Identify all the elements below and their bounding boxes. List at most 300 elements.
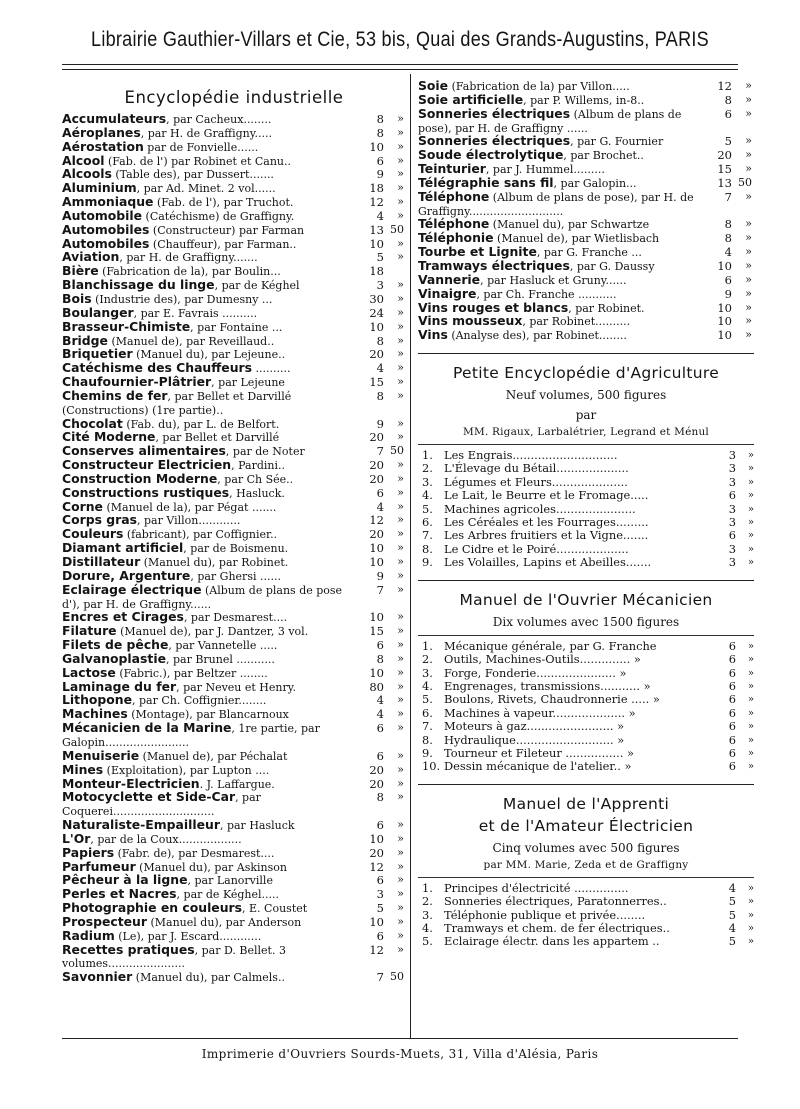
entry-price-francs: 10: [369, 319, 384, 334]
entry-details: (fabricant), par Coffignier..: [123, 528, 278, 542]
entry-price-francs: 4: [376, 499, 384, 514]
entry-price-cents: »: [397, 333, 404, 347]
catalog-entry: [62, 138, 406, 155]
volume-price-cents: »: [747, 694, 754, 706]
electricien-authors: par MM. Marie, Zeda et de Graffigny: [483, 858, 689, 871]
entry-price-cents: »: [745, 79, 752, 92]
entry-title: Conserves alimentaires: [62, 443, 226, 459]
volume-item: [418, 707, 754, 720]
volume-title: Les Engrais.............................: [444, 448, 618, 463]
entry-details: , par de la Coux..................: [90, 832, 242, 846]
volume-price-francs: 3: [728, 474, 736, 489]
volume-price-francs: 5: [728, 907, 736, 922]
volume-title: Forge, Fonderie...................... »: [444, 665, 627, 680]
volume-item: [418, 909, 754, 922]
entry-details: (Manuel du), par Askinson: [135, 860, 287, 874]
entry-price-francs: 30: [369, 291, 384, 306]
entry-price-cents: »: [745, 217, 752, 231]
volume-title: Légumes et Fleurs.....................: [444, 474, 628, 489]
volume-price-cents: »: [747, 667, 754, 679]
volume-price-francs: 3: [728, 555, 736, 570]
entry-price-francs: 12: [717, 79, 732, 93]
entry-title: Téléphone: [418, 216, 490, 232]
volume-title: Les Arbres fruitiers et la Vigne.......: [444, 528, 649, 543]
entry-details: (Manuel de), par Péchalat: [139, 749, 288, 763]
volume-item: [418, 449, 754, 462]
entry-price-cents: »: [397, 375, 404, 389]
entry-details: (Fabric.), par Beltzer ........: [115, 666, 268, 680]
entry-title: Motocyclette et Side-Car: [62, 789, 236, 805]
entry-price-cents: »: [745, 92, 752, 106]
catalog-entry: [418, 329, 754, 343]
volume-price-cents: »: [747, 680, 754, 692]
entry-details: . J. Laffargue.: [199, 777, 275, 791]
entry-details: , par Bellet et Darvillé (Constructions) (1re partie)..: [62, 389, 292, 417]
entry-price-cents: »: [397, 195, 404, 209]
entry-price-cents: »: [397, 167, 404, 181]
entry-title: Sonneries électriques: [418, 133, 571, 149]
entry-title: Laminage du fer: [62, 678, 177, 694]
mecanicien-section: [418, 580, 754, 774]
catalog-entry: [62, 279, 406, 293]
entry-price-cents: »: [397, 112, 404, 125]
entry-price-francs: 9: [376, 416, 384, 431]
volume-price-cents: »: [747, 882, 754, 894]
entry-title: Machines: [62, 706, 128, 722]
entry-details: , par E. Favrais ..........: [133, 306, 258, 320]
volume-title: Machines à vapeur.................... »: [444, 705, 636, 720]
entry-price-cents: »: [745, 134, 752, 148]
volume-item: [418, 680, 754, 693]
entry-title: Alcool: [62, 152, 105, 168]
entry-details: (Fab. de l'), par Truchot.: [153, 196, 294, 210]
agriculture-authors: MM. Rigaux, Larbalétrier, Legrand et Ménul: [463, 426, 709, 439]
volume-price-francs: 3: [728, 541, 736, 556]
volume-price-cents: »: [747, 761, 754, 773]
catalog-entry: [418, 188, 754, 219]
volume-price-cents: »: [747, 654, 754, 666]
entry-title: Vins rouges et blancs: [418, 299, 569, 315]
entry-title: Filature: [62, 623, 117, 639]
volume-number: 8.: [422, 732, 433, 747]
entry-details: (Manuel du), par Schwartze: [489, 218, 650, 232]
volume-number: 2.: [422, 461, 433, 476]
agriculture-volume-list: [418, 449, 754, 570]
volume-title: Tourneur et Fileteur ................ »: [444, 745, 634, 760]
entry-price-cents: »: [397, 721, 404, 735]
entry-title: Lithopone: [62, 692, 133, 708]
entry-details: (Manuel de), par J. Dantzer, 3 vol.: [116, 625, 309, 639]
entry-title: Boulanger: [62, 304, 134, 320]
entry-title: Distillateur: [62, 554, 141, 569]
volume-number: 8.: [422, 541, 433, 556]
volume-title: Eclairage électr. dans les appartem ..: [444, 934, 660, 949]
entry-title: Sonneries électriques: [418, 105, 571, 121]
volume-price-cents: »: [747, 490, 754, 502]
volume-number: 3.: [422, 474, 433, 489]
volume-number: 2.: [422, 894, 433, 909]
entry-details: , Hasluck.: [229, 486, 285, 500]
volume-number: 6.: [422, 705, 433, 720]
entry-details: , par Fontaine ...: [190, 320, 283, 334]
entry-price-francs: 3: [376, 887, 384, 902]
volume-number: 4.: [422, 678, 433, 693]
entry-price-cents: »: [397, 471, 404, 485]
entry-details: , par de Noter: [225, 445, 305, 459]
entry-title: Bridge: [62, 332, 108, 348]
entry-title: Pêcheur à la ligne: [62, 872, 188, 888]
entry-title: Aluminium: [62, 180, 137, 196]
entry-title: Blanchissage du linge: [62, 277, 215, 293]
entry-price-cents: »: [397, 361, 404, 375]
entry-details: (Constructeur) par Farman: [149, 223, 305, 237]
entry-details: (Manuel du), par Lejeune..: [132, 348, 286, 362]
entry-price-francs: 10: [369, 665, 384, 680]
entry-details: (Manuel du), par Calmels..: [132, 971, 285, 985]
entry-price-cents: »: [397, 831, 404, 845]
electricien-title-1: Manuel de l'Apprenti: [502, 794, 670, 813]
agriculture-subtitle: Neuf volumes, 500 figures: [505, 388, 667, 403]
entry-details: , par D. Bellet. 3 volumes......................: [62, 943, 286, 971]
entry-price-francs: 6: [376, 638, 384, 653]
entry-title: Téléphone: [418, 188, 490, 204]
entry-price-cents: »: [397, 887, 404, 901]
entry-title: Chemins de fer: [62, 387, 168, 403]
entry-price-francs: 4: [376, 707, 384, 722]
volume-title: Tramways et chem. de fer électriques..: [444, 920, 670, 935]
entry-price-cents: »: [397, 707, 404, 721]
volume-item: [418, 476, 754, 489]
entry-title: L'Or: [62, 830, 91, 846]
volume-number: 9.: [422, 555, 433, 570]
volume-price-cents: »: [747, 543, 754, 555]
entry-price-francs: 7: [376, 582, 384, 597]
entry-title: Automobiles: [62, 235, 150, 251]
entry-price-cents: »: [397, 250, 404, 264]
catalog-entry: [62, 581, 406, 612]
entry-title: Chaufournier-Plâtrier: [62, 374, 212, 390]
entry-price-cents: »: [397, 748, 404, 762]
volume-number: 3.: [422, 907, 433, 922]
entry-title: Brasseur-Chimiste: [62, 318, 191, 334]
entry-details: , par G. Daussy: [569, 259, 655, 273]
volume-price-cents: »: [747, 747, 754, 759]
volume-price-francs: 6: [728, 705, 736, 720]
entry-price-cents: »: [397, 914, 404, 928]
entry-price-francs: 20: [369, 776, 384, 791]
volume-price-francs: 6: [728, 652, 736, 667]
entry-title: Accumulateurs: [62, 111, 167, 126]
entry-price-francs: 8: [724, 217, 732, 232]
entry-price-francs: 4: [724, 245, 732, 260]
entry-price-francs: 10: [369, 610, 384, 625]
volume-number: 4.: [422, 920, 433, 935]
entry-price-francs: 20: [369, 845, 384, 860]
volume-title: Engrenages, transmissions........... »: [444, 678, 651, 693]
entry-details: , par Lejeune: [211, 376, 285, 390]
entry-price-cents: »: [397, 416, 404, 430]
entry-details: (Manuel du), par Robinet.: [140, 556, 289, 569]
volume-price-cents: »: [747, 909, 754, 921]
volume-price-cents: »: [747, 896, 754, 908]
entry-details: , Pardini..: [231, 459, 286, 473]
volume-price-francs: 6: [728, 488, 736, 503]
entry-title: Parfumeur: [62, 858, 136, 874]
electricien-section: [418, 784, 754, 949]
entry-title: Mines: [62, 761, 104, 777]
volume-number: 5.: [422, 934, 433, 949]
entry-price-francs: 13: [369, 222, 384, 237]
volume-item: [418, 529, 754, 542]
volume-price-francs: 6: [728, 692, 736, 707]
volume-item: [418, 556, 754, 569]
volume-price-cents: »: [747, 936, 754, 948]
entry-price-francs: 5: [724, 134, 732, 149]
entry-price-francs: 15: [369, 624, 384, 639]
entry-title: Vinaigre: [418, 285, 477, 301]
volume-title: Le Cidre et le Poiré....................: [444, 541, 629, 556]
entry-details: , par Ch. Coffignier........: [132, 694, 267, 708]
volume-price-francs: 6: [728, 745, 736, 760]
entry-title: Bière: [62, 263, 99, 279]
entry-price-francs: 6: [376, 928, 384, 943]
electricien-volume-list: [418, 882, 754, 949]
entry-title: Corne: [62, 498, 103, 514]
entry-price-francs: 10: [369, 831, 384, 846]
entry-price-cents: »: [397, 541, 404, 555]
entry-details: , par Cacheux........: [166, 113, 272, 126]
volume-title: Les Volailles, Lapins et Abeilles.......: [444, 555, 652, 570]
entry-details: , par H. de Graffigny.......: [119, 251, 258, 265]
entry-details: , par Ad. Minet. 2 vol......: [136, 182, 276, 196]
entry-price-francs: 6: [376, 818, 384, 833]
entry-price-cents: »: [745, 106, 752, 120]
entry-details: , par H. de Graffigny.....: [140, 126, 272, 140]
entry-title: Tourbe et Lignite: [418, 244, 537, 260]
entry-title: Prospecteur: [62, 913, 147, 929]
volume-price-cents: »: [747, 450, 754, 462]
electricien-title-2: et de l'Amateur Électricien: [478, 816, 694, 835]
entry-title: Naturaliste-Empailleur: [62, 817, 220, 833]
entry-title: Menuiserie: [62, 747, 140, 763]
volume-title: Téléphonie publique et privée........: [444, 907, 646, 922]
entry-price-francs: 20: [369, 347, 384, 362]
entry-price-francs: 10: [369, 914, 384, 929]
entry-title: Bois: [62, 290, 92, 306]
entry-price-cents: »: [397, 347, 404, 361]
entry-price-cents: »: [745, 286, 752, 300]
volume-title: Mécanique générale, par G. Franche: [444, 638, 657, 653]
entry-price-cents: »: [745, 328, 752, 342]
entry-price-francs: 10: [717, 314, 732, 329]
entry-title: Vins: [418, 327, 448, 343]
entry-price-cents: »: [397, 236, 404, 250]
volume-price-francs: 3: [728, 515, 736, 530]
catalog-entry: [62, 819, 406, 833]
catalog-entry: [62, 971, 406, 985]
entry-price-francs: 5: [376, 250, 384, 265]
volume-number: 3.: [422, 665, 433, 680]
volume-item: [418, 760, 754, 773]
volume-item: [418, 882, 754, 895]
entry-price-cents: »: [397, 430, 404, 444]
entry-details: , par Galopin...: [553, 176, 637, 190]
entry-price-cents: »: [397, 527, 404, 541]
entry-price-francs: 8: [376, 651, 384, 666]
entry-title: Construction Moderne: [62, 470, 218, 486]
entry-details: , par Hasluck: [219, 819, 295, 833]
entry-title: Radium: [62, 927, 115, 943]
volume-price-francs: 6: [728, 732, 736, 747]
entry-title: Automobile: [62, 207, 143, 223]
entry-price-cents: »: [745, 231, 752, 245]
entry-price-cents: »: [745, 272, 752, 286]
entry-price-cents: »: [397, 278, 404, 292]
agriculture-rule: [418, 444, 754, 445]
entry-title: Eclairage électrique: [62, 581, 202, 597]
entry-price-cents: 50: [738, 175, 752, 189]
entry-details: (Table des), par Dussert.......: [111, 168, 274, 182]
volume-number: 7.: [422, 719, 433, 734]
entry-price-cents: »: [397, 818, 404, 832]
entry-price-cents: »: [397, 610, 404, 624]
volume-price-francs: 6: [728, 528, 736, 543]
entry-details: (Montage), par Blancarnoux: [127, 708, 289, 722]
left-column: [62, 82, 406, 985]
page-header: Librairie Gauthier-Villars et Cie, 53 bis, Quai des Grands-Augustins, PARIS: [91, 28, 709, 51]
entry-price-francs: 20: [369, 458, 384, 473]
entry-details: (Industrie des), par Dumesny ...: [91, 292, 273, 306]
entry-price-francs: 24: [369, 305, 384, 320]
entry-price-cents: »: [397, 901, 404, 915]
mecanicien-rule: [418, 635, 754, 636]
entry-title: Savonnier: [62, 969, 133, 985]
entry-price-cents: »: [397, 388, 404, 402]
entry-details: (Analyse des), par Robinet........: [447, 329, 627, 343]
entry-price-francs: 80: [369, 679, 384, 694]
entry-price-francs: 20: [369, 471, 384, 486]
entry-details: , par Ghersi ......: [190, 569, 281, 583]
entry-title: Automobiles: [62, 221, 150, 237]
entry-title: Téléphonie: [418, 230, 494, 246]
entry-title: Filets de pêche: [62, 637, 169, 653]
entry-title: Galvanoplastie: [62, 650, 166, 666]
encyclopedie-title: Encyclopédie industrielle: [124, 88, 344, 107]
entry-title: Encres et Cirages: [62, 609, 184, 625]
entry-title: Tramways électriques: [418, 257, 570, 273]
entry-title: Ammoniaque: [62, 194, 154, 210]
entry-details: , par Brochet..: [563, 149, 644, 163]
volume-number: 7.: [422, 528, 433, 543]
entry-price-francs: 6: [376, 485, 384, 500]
entry-price-cents: »: [397, 665, 404, 679]
entry-title: Soude électrolytique: [418, 147, 564, 163]
entry-price-cents: »: [397, 181, 404, 195]
entry-price-francs: 10: [369, 555, 384, 569]
entry-price-francs: 20: [717, 148, 732, 163]
volume-title: Machines agricoles......................: [444, 501, 636, 516]
volume-item: [418, 935, 754, 948]
volume-price-cents: »: [747, 922, 754, 934]
entry-price-cents: »: [397, 555, 404, 568]
volume-item: [418, 747, 754, 760]
entry-title: Constructions rustiques: [62, 484, 230, 500]
entry-price-cents: »: [397, 153, 404, 167]
entry-details: , par Coquerei.............................: [62, 791, 261, 819]
volume-title: Sonneries électriques, Paratonnerres..: [444, 894, 667, 909]
entry-price-cents: »: [397, 485, 404, 499]
entry-price-cents: 50: [390, 222, 404, 236]
catalog-entry: [62, 152, 406, 169]
entry-title: Cité Moderne: [62, 429, 156, 445]
entry-details: (Fabrication de la) par Villon.....: [448, 80, 630, 93]
entry-details: , par Ch. Franche ...........: [476, 287, 617, 301]
entry-details: par de Fonvielle......: [143, 140, 259, 154]
entry-price-cents: »: [397, 305, 404, 319]
entry-details: (Exploitation), par Lupton ....: [103, 763, 270, 777]
volume-title: L'Élevage du Bétail....................: [444, 461, 629, 476]
entry-details: (Fabrication de la), par Boulin...: [98, 265, 281, 279]
entry-title: Monteur-Electricien: [62, 775, 200, 791]
entry-details: , 1re partie, par Galopin........................: [62, 722, 320, 749]
entry-details: (Album de plans de pose), par H. de Graffigny...........................: [418, 190, 694, 218]
entry-price-francs: 12: [369, 942, 384, 957]
catalog-entry: [62, 747, 406, 764]
header-rule: [62, 64, 738, 65]
entry-price-cents: »: [397, 679, 404, 693]
entry-price-francs: 5: [376, 901, 384, 916]
entry-price-francs: 15: [717, 162, 732, 177]
catalog-entry: [418, 315, 754, 329]
entry-details: , par Robinet..........: [522, 315, 631, 329]
entry-price-cents: »: [397, 845, 404, 859]
entry-price-francs: 7: [376, 444, 384, 459]
entry-details: (Chauffeur), par Farman..: [149, 237, 297, 251]
volume-title: Hydraulique........................... »: [444, 732, 625, 747]
volume-price-cents: »: [747, 476, 754, 488]
agriculture-par: par: [575, 408, 597, 423]
entry-price-cents: »: [397, 762, 404, 776]
entry-price-cents: »: [397, 873, 404, 887]
entry-details: , par Desmarest....: [183, 611, 288, 625]
entry-price-cents: »: [397, 859, 404, 873]
entry-price-cents: »: [397, 499, 404, 513]
entry-details: (Manuel de), par Wietlisbach: [493, 232, 660, 246]
volume-title: Principes d'électricité ...............: [444, 880, 629, 895]
entry-title: Teinturier: [418, 161, 486, 177]
entry-price-francs: 8: [376, 125, 384, 140]
right-entry-list: [418, 80, 754, 343]
entry-title: Vins mousseux: [418, 313, 523, 329]
volume-number: 4.: [422, 488, 433, 503]
footer-rule: [62, 1038, 738, 1039]
volume-item: [418, 462, 754, 475]
entry-price-francs: 8: [376, 388, 384, 403]
entry-price-cents: »: [397, 568, 404, 582]
entry-price-francs: 8: [724, 231, 732, 246]
entry-price-cents: »: [745, 300, 752, 314]
entry-price-francs: 12: [369, 859, 384, 874]
entry-price-cents: »: [397, 624, 404, 638]
entry-price-cents: »: [745, 148, 752, 162]
volume-item: [418, 653, 754, 666]
agriculture-title: Petite Encyclopédie d'Agriculture: [452, 364, 720, 383]
entry-price-cents: »: [397, 513, 404, 527]
entry-details: , par P. Willems, in-8..: [523, 93, 645, 107]
volume-title: Outils, Machines-Outils.............. »: [444, 652, 641, 667]
volume-number: 1.: [422, 448, 433, 463]
entry-price-cents: »: [397, 651, 404, 665]
